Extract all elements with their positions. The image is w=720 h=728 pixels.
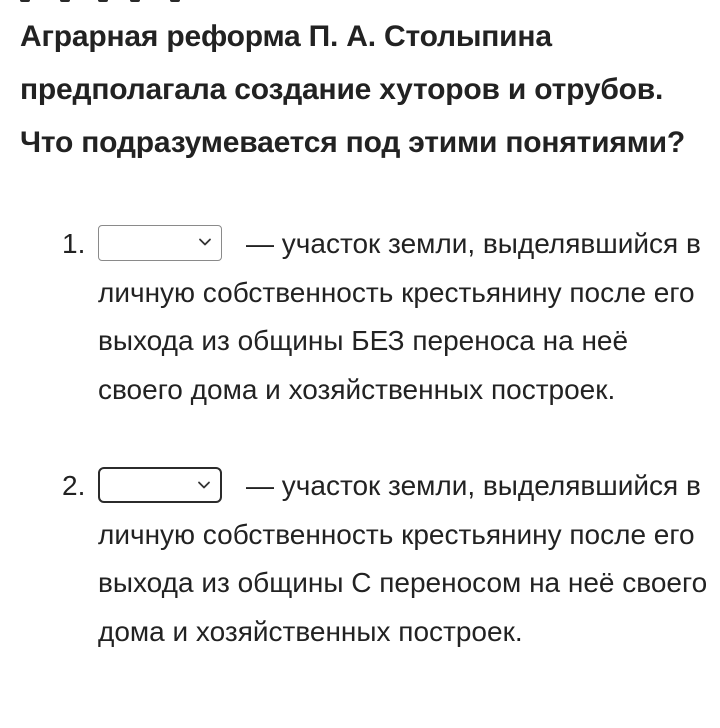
answer-select-2[interactable] <box>98 467 222 503</box>
clipped-text-fragment <box>20 0 260 2</box>
item-number: 2. <box>62 470 86 501</box>
chevron-down-icon <box>197 234 213 250</box>
answer-select-1[interactable] <box>98 225 222 261</box>
item-body <box>98 220 718 414</box>
list-item <box>0 462 720 656</box>
chevron-down-icon <box>196 477 212 493</box>
question-text: Аграрная реформа П. А. Столыпина предполагала создание хуторов и отрубов. Что подразумевается под этими понятиями? <box>20 20 686 159</box>
list-item <box>0 220 720 462</box>
item-body <box>98 462 718 656</box>
answer-list <box>0 220 720 656</box>
item-number: 1. <box>62 228 86 259</box>
definition-text: — участок земли, выделявшийся в личную собственность крестьянину после его выхода из общины БЕЗ переноса на неё своего дома и хозяйственных построек. <box>98 228 701 405</box>
definition-text: — участок земли, выделявшийся в личную собственность крестьянину после его выхода из общины С переносом на неё своего дома и хозяйственных построек. <box>98 470 708 647</box>
